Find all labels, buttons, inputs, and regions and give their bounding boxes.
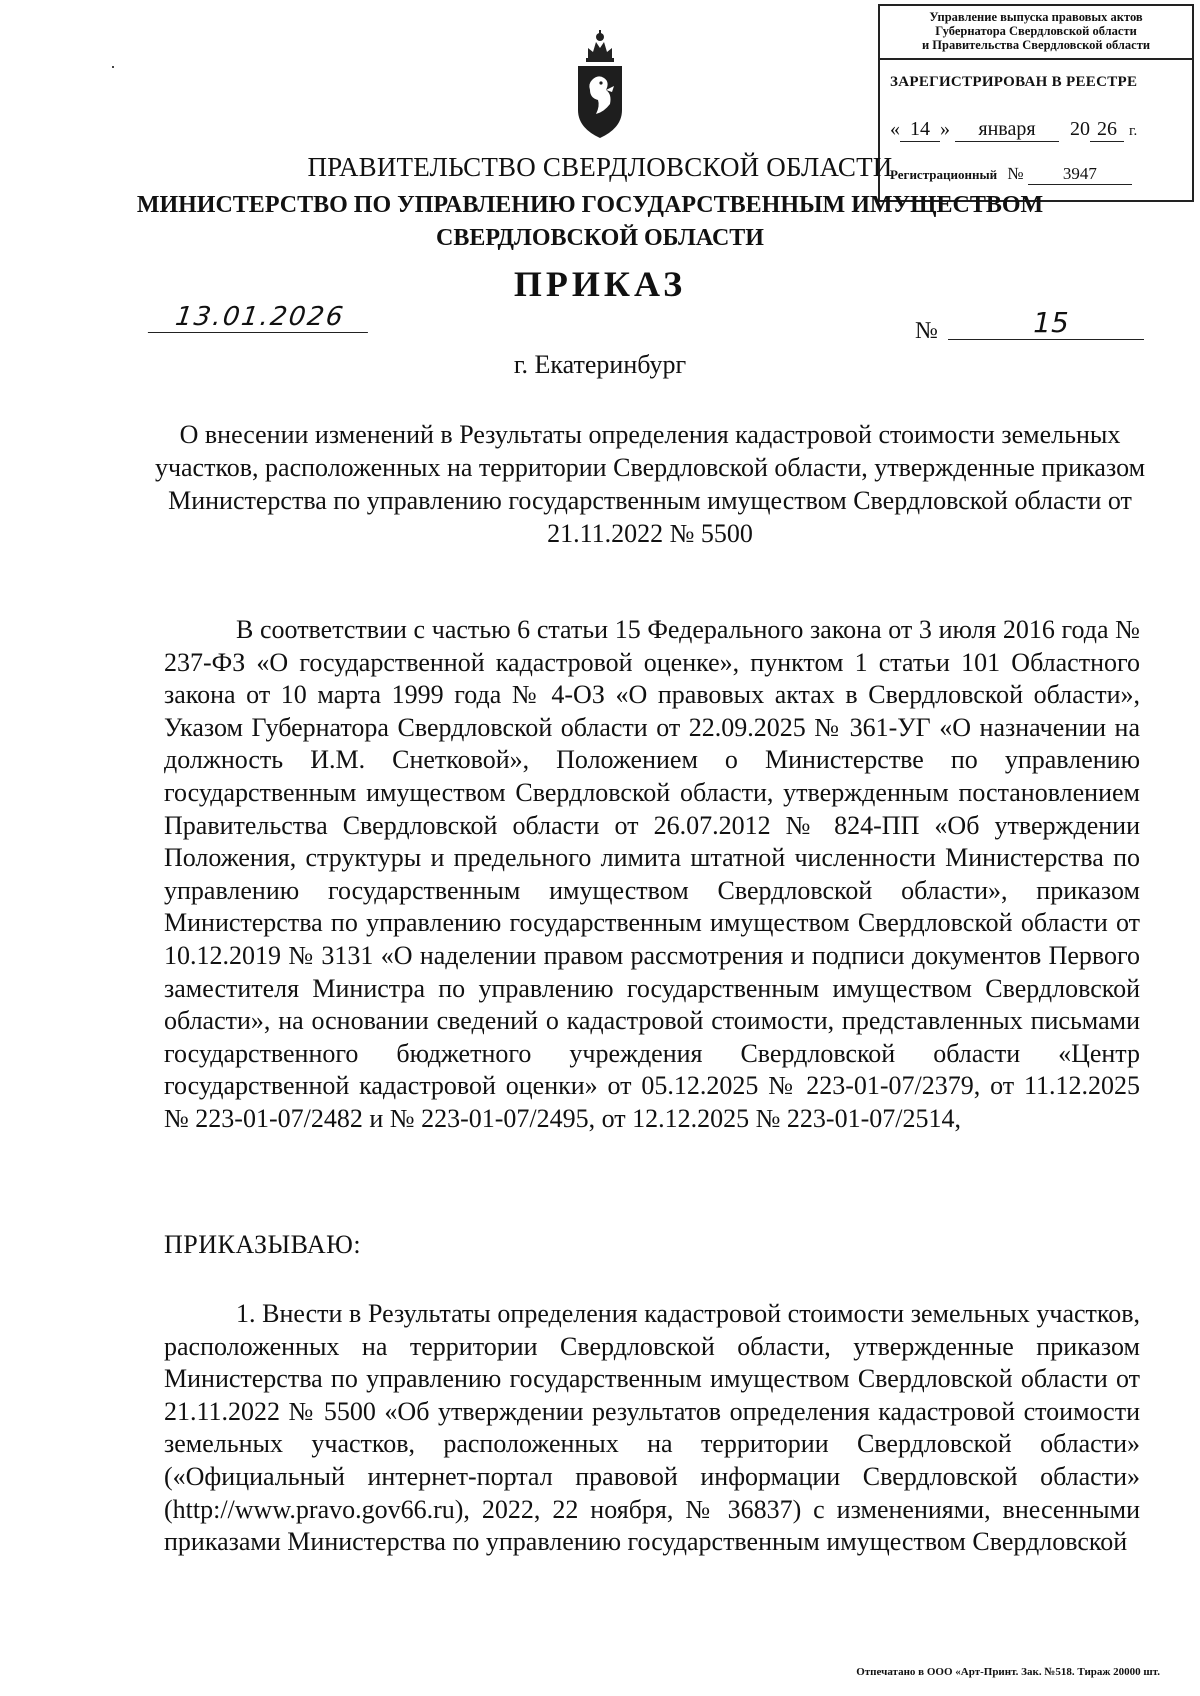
stamp-divider: [880, 58, 1192, 60]
stamp-regno-label: Регистрационный: [890, 167, 998, 182]
ministry-name-line-1: МИНИСТЕРСТВО ПО УПРАВЛЕНИЮ ГОСУДАРСТВЕННЫМ ИМУЩЕСТВОМ: [136, 192, 1044, 218]
stamp-registered-label: ЗАРЕГИСТРИРОВАН В РЕЕСТРЕ: [890, 74, 1138, 90]
stamp-org-line-3: и Правительства Свердловской области: [921, 38, 1151, 52]
document-type: ПРИКАЗ: [513, 264, 687, 304]
document-title: О внесении изменений в Результаты определения кадастровой стоимости земельных участков, расположенных на территории Свердловской области, утвержденные приказом Министерства по управлению государственным имуществом Свердловской области от 21.11.2022 № 5500: [154, 420, 1146, 548]
city: г. Екатеринбург: [513, 350, 687, 379]
stamp-open-quote: «: [890, 118, 900, 140]
ministry-name-line-2: СВЕРДЛОВСКОЙ ОБЛАСТИ: [436, 225, 764, 251]
stamp-organization: [880, 10, 1192, 52]
stamp-regno-sign: №: [1007, 164, 1024, 183]
stamp-regno-value: 3947: [1028, 164, 1132, 185]
stamp-month: января: [955, 118, 1059, 142]
preamble-paragraph: [164, 614, 1140, 1136]
clause-1-paragraph: 1. Внести в Результаты определения кадастровой стоимости земельных участков, расположенных на территории Свердловской области, утвержденные приказом Министерства по управлению государственным имуществом Свердловской области от 21.11.2022 № 5500 «Об утверждении результатов определения кадастровой стоимости земельных участков, расположенных на территории Свердловской области» («Официальный интернет-портал правовой информации Свердловской области» (http://www.pravo.gov66.ru), 2022, 22 ноября, № 36837) с изменениями, внесенными приказами Министерства по управлению государственным имуществом Свердловской: [164, 1299, 1140, 1557]
printer-imprint: Отпечатано в ООО «Арт-Принт. Зак. №518. Тираж 20000 шт.: [856, 1666, 1160, 1678]
sverdlovsk-coat-of-arms-icon: [574, 28, 626, 140]
scan-speck: [112, 66, 114, 68]
government-name: ПРАВИТЕЛЬСТВО СВЕРДЛОВСКОЙ ОБЛАСТИ: [307, 152, 893, 182]
stamp-close-quote: »: [940, 118, 950, 140]
stamp-year-prefix: 20: [1070, 118, 1090, 140]
order-word: ПРИКАЗЫВАЮ:: [164, 1230, 362, 1259]
stamp-year-mark: г.: [1129, 123, 1138, 139]
stamp-year-suffix: 26: [1090, 118, 1124, 142]
stamp-date: [890, 118, 1137, 142]
handwritten-number: 15: [948, 306, 1144, 340]
number-label: №: [915, 318, 938, 344]
stamp-day: 14: [900, 118, 940, 142]
preamble-text: В соответствии с частью 6 статьи 15 Федерального закона от 3 июля 2016 года № 237-ФЗ «О государственной кадастровой оценке», пунктом 1 статьи 101 Областного закона от 10 марта 1999 года № 4-ОЗ «О правовых актах в Свердловской области», Указом Губернатора Свердловской области от 22.09.2025 № 361-УГ «О назначении на должность И.М. Снетковой», Положением о Министерстве по управлению государственным имуществом Свердловской области, утвержденным постановлением Правительства Свердловской области от 26.07.2012 № 824-ПП «Об утверждении Положения, структуры и предельного лимита штатной численности Министерства по управлению государственным имуществом Свердловской области», приказом Министерства по управлению государственным имуществом Свердловской области от 10.12.2019 № 3131 «О наделении правом рассмотрения и подписи документов Первого заместителя Министра по управлению государственным имуществом Свердловской области», на основании сведений о кадастровой стоимости, представленных письмами государственного бюджетного учреждения Свердловской области «Центр государственной кадастровой оценки» от 05.12.2025 № 223-01-07/2379, от 11.12.2025 № 223-01-07/2482 и № 223-01-07/2495, от 12.12.2025 № 223-01-07/2514,: [164, 615, 1140, 1133]
stamp-org-line-1: Управление выпуска правовых актов: [929, 10, 1143, 24]
handwritten-date: 13.01.2026: [148, 302, 372, 333]
stamp-org-line-2: Губернатора Свердловской области: [935, 24, 1137, 38]
